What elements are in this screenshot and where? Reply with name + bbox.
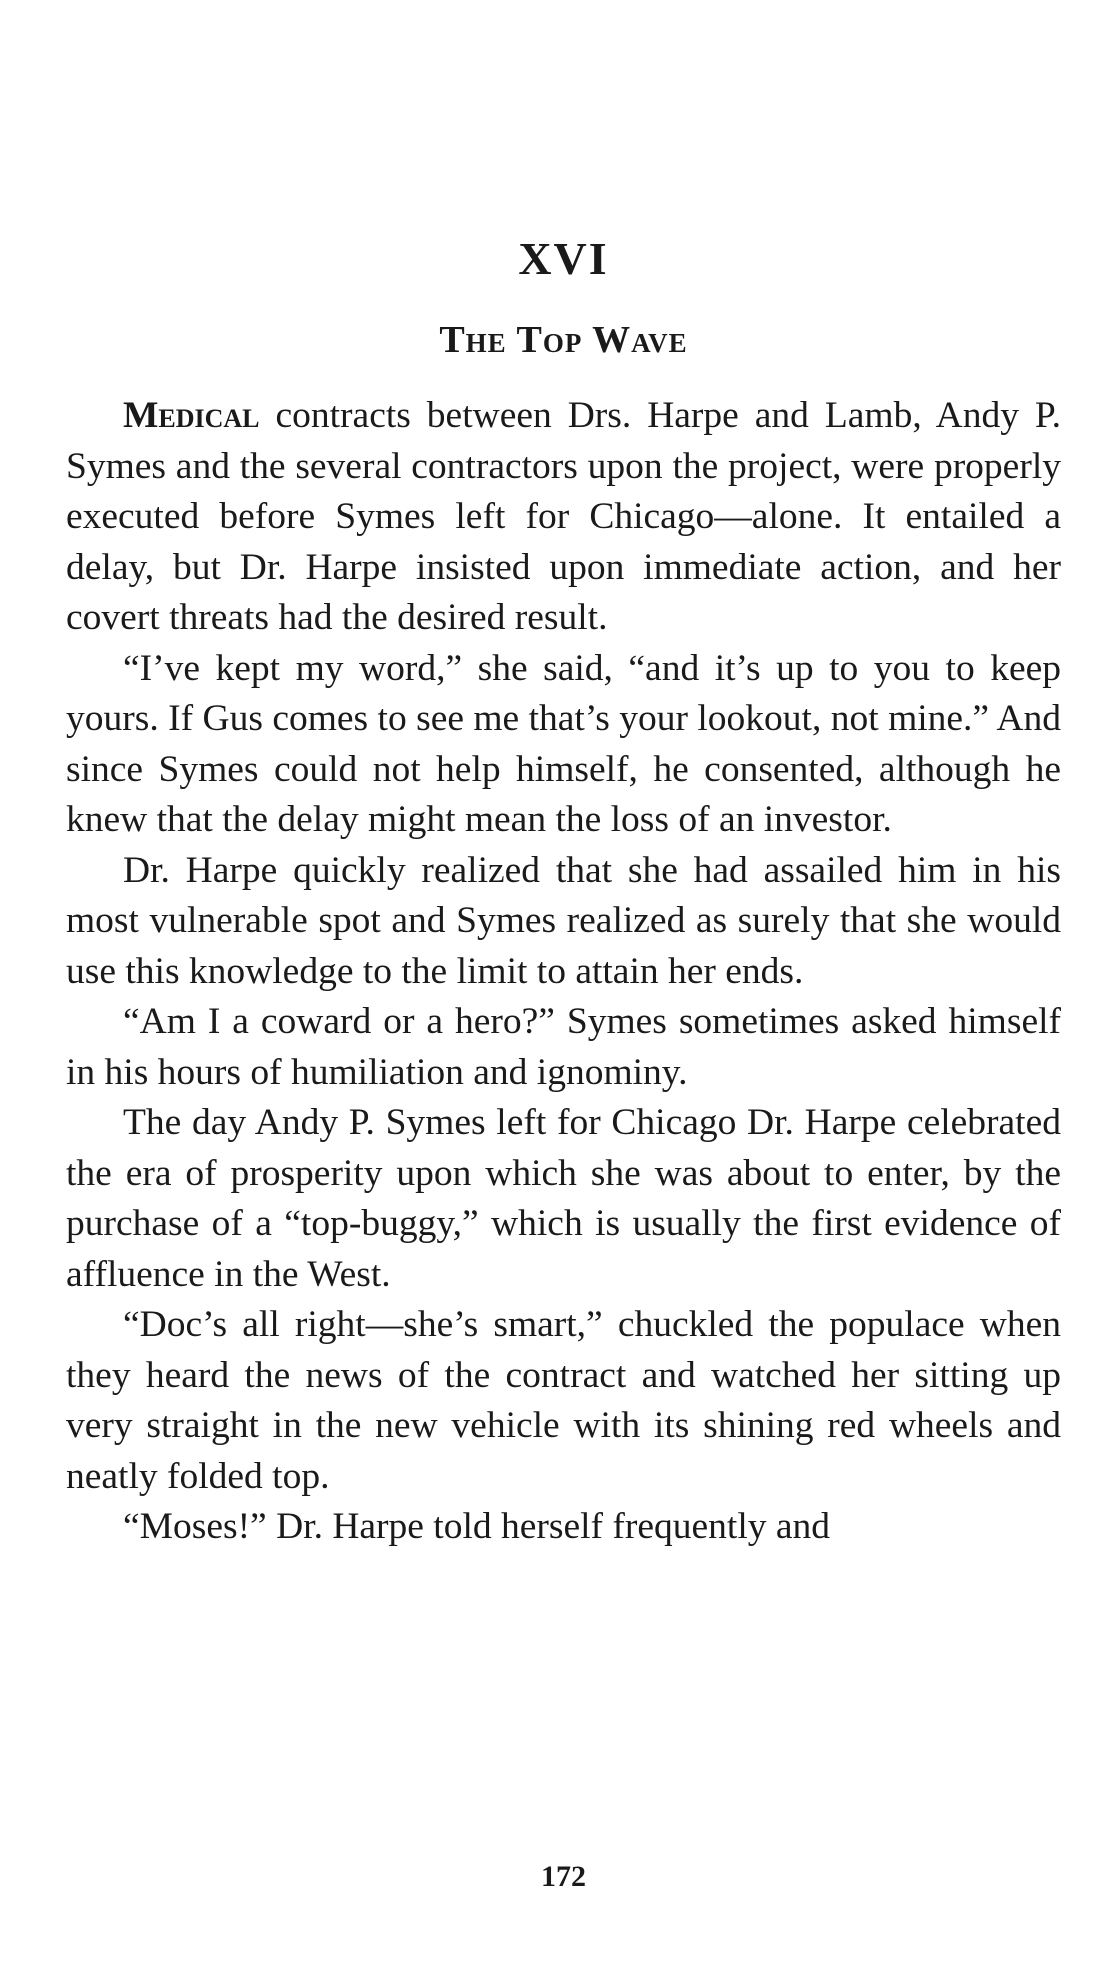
chapter-number: XVI: [518, 233, 609, 284]
paragraph-text: contracts between Drs. Harpe and Lamb, Andy P. Symes and the several contractors upon the project, were properly executed before Symes left for Chicago—alone. It entailed a delay, but Dr. Harpe insisted upon immediate action, and her covert threats had the desired result.: [66, 395, 1061, 638]
paragraph: “Doc’s all right—she’s smart,” chuckled the populace when they heard the news of the contract and watched her sitting up very straight in the new vehicle with its shining red wheels and neatly folded top.: [66, 1304, 1061, 1497]
paragraph: “I’ve kept my word,” she said, “and it’s up to you to keep yours. If Gus comes to see me that’s your lookout, not mine.” And since Symes could not help himself, he consented, although he knew that the delay might mean the loss of an investor.: [66, 647, 1061, 840]
paragraph-lead-in: Medical: [123, 395, 260, 436]
book-page: [66, 0, 1061, 1969]
page-number: 172: [541, 1860, 586, 1893]
paragraph: “Am I a coward or a hero?” Symes sometimes asked himself in his hours of humiliation and ignominy.: [66, 1001, 1061, 1093]
paragraph: [66, 391, 1061, 644]
paragraph: Dr. Harpe quickly realized that she had assailed him in his most vulnerable spot and Symes realized as surely that she would use this knowledge to the limit to attain her ends.: [66, 849, 1061, 992]
paragraph: “Moses!” Dr. Harpe told herself frequently and: [123, 1506, 831, 1547]
chapter-title: The Top Wave: [439, 319, 688, 361]
chapter-body: [66, 391, 1061, 1553]
paragraph: The day Andy P. Symes left for Chicago Dr. Harpe celebrated the era of prosperity upon which she was about to enter, by the purchase of a “top-buggy,” which is usually the first evidence of affluence in the West.: [66, 1102, 1061, 1295]
